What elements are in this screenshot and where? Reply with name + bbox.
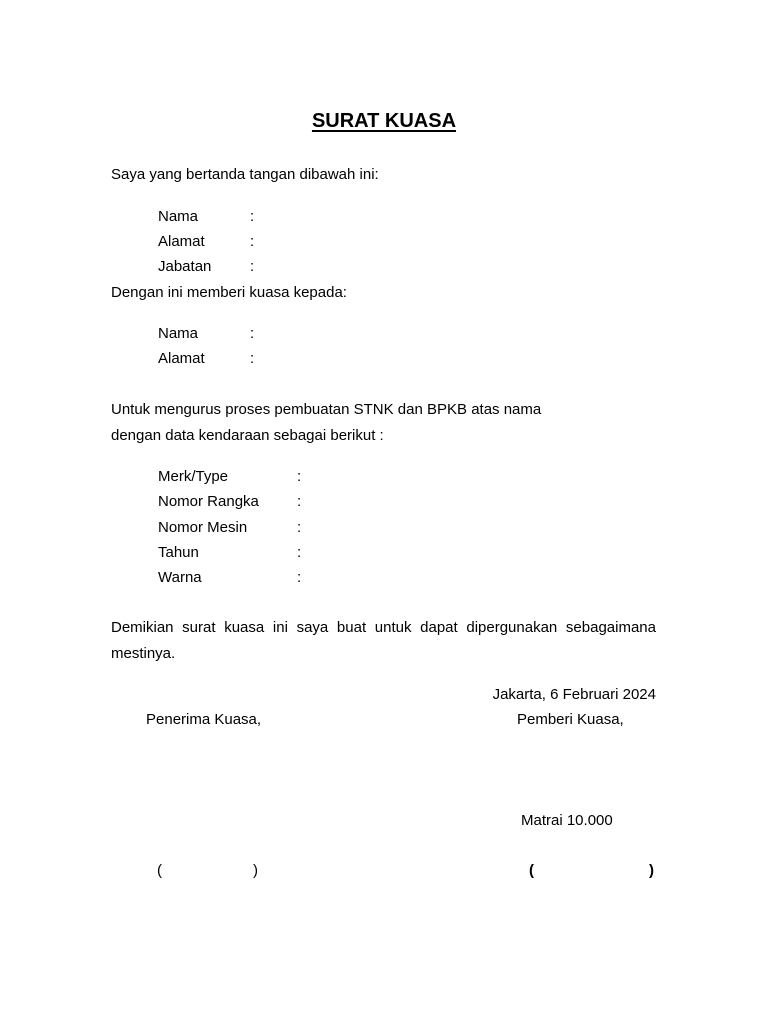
giver-open-bracket: ( <box>529 862 534 879</box>
recipient-label: Penerima Kuasa, <box>146 711 262 728</box>
vehicle-year-separator: : <box>297 544 302 561</box>
grant-line: Dengan ini memberi kuasa kepada: <box>111 284 347 301</box>
closing-line-1: Demikian surat kuasa ini saya buat untuk dapat dipergunakan sebagaimana <box>111 619 656 636</box>
vehicle-engine-separator: : <box>297 519 302 536</box>
grantor-address-label: Alamat <box>158 233 205 250</box>
grantee-name-separator: : <box>250 325 255 342</box>
document-title: SURAT KUASA <box>311 110 457 132</box>
grantor-position-label: Jabatan <box>158 258 212 275</box>
closing-line-2: mestinya. <box>111 645 176 662</box>
grantee-address-separator: : <box>250 350 255 367</box>
grantee-name-label: Nama <box>158 325 199 342</box>
vehicle-chassis-label: Nomor Rangka <box>158 493 259 510</box>
place-date: Jakarta, 6 Februari 2024 <box>492 686 656 703</box>
grantor-address-separator: : <box>250 233 255 250</box>
vehicle-brand-label: Merk/Type <box>158 468 229 485</box>
stamp-label: Matrai 10.000 <box>521 812 613 829</box>
recipient-open-bracket: ( <box>157 862 162 879</box>
grantee-address-label: Alamat <box>158 350 205 367</box>
vehicle-year-label: Tahun <box>158 544 199 561</box>
giver-close-bracket: ) <box>649 862 654 879</box>
intro-text: Saya yang bertanda tangan dibawah ini: <box>111 166 379 183</box>
vehicle-brand-separator: : <box>297 468 302 485</box>
grantor-name-label: Nama <box>158 208 199 225</box>
vehicle-color-label: Warna <box>158 569 202 586</box>
giver-label: Pemberi Kuasa, <box>517 711 624 728</box>
vehicle-engine-label: Nomor Mesin <box>158 519 248 536</box>
vehicle-chassis-separator: : <box>297 493 302 510</box>
grantor-position-separator: : <box>250 258 255 275</box>
purpose-line-2: dengan data kendaraan sebagai berikut : <box>111 427 384 444</box>
vehicle-color-separator: : <box>297 569 302 586</box>
recipient-close-bracket: ) <box>253 862 258 879</box>
grantor-name-separator: : <box>250 208 255 225</box>
purpose-line-1: Untuk mengurus proses pembuatan STNK dan BPKB atas nama <box>111 401 542 418</box>
